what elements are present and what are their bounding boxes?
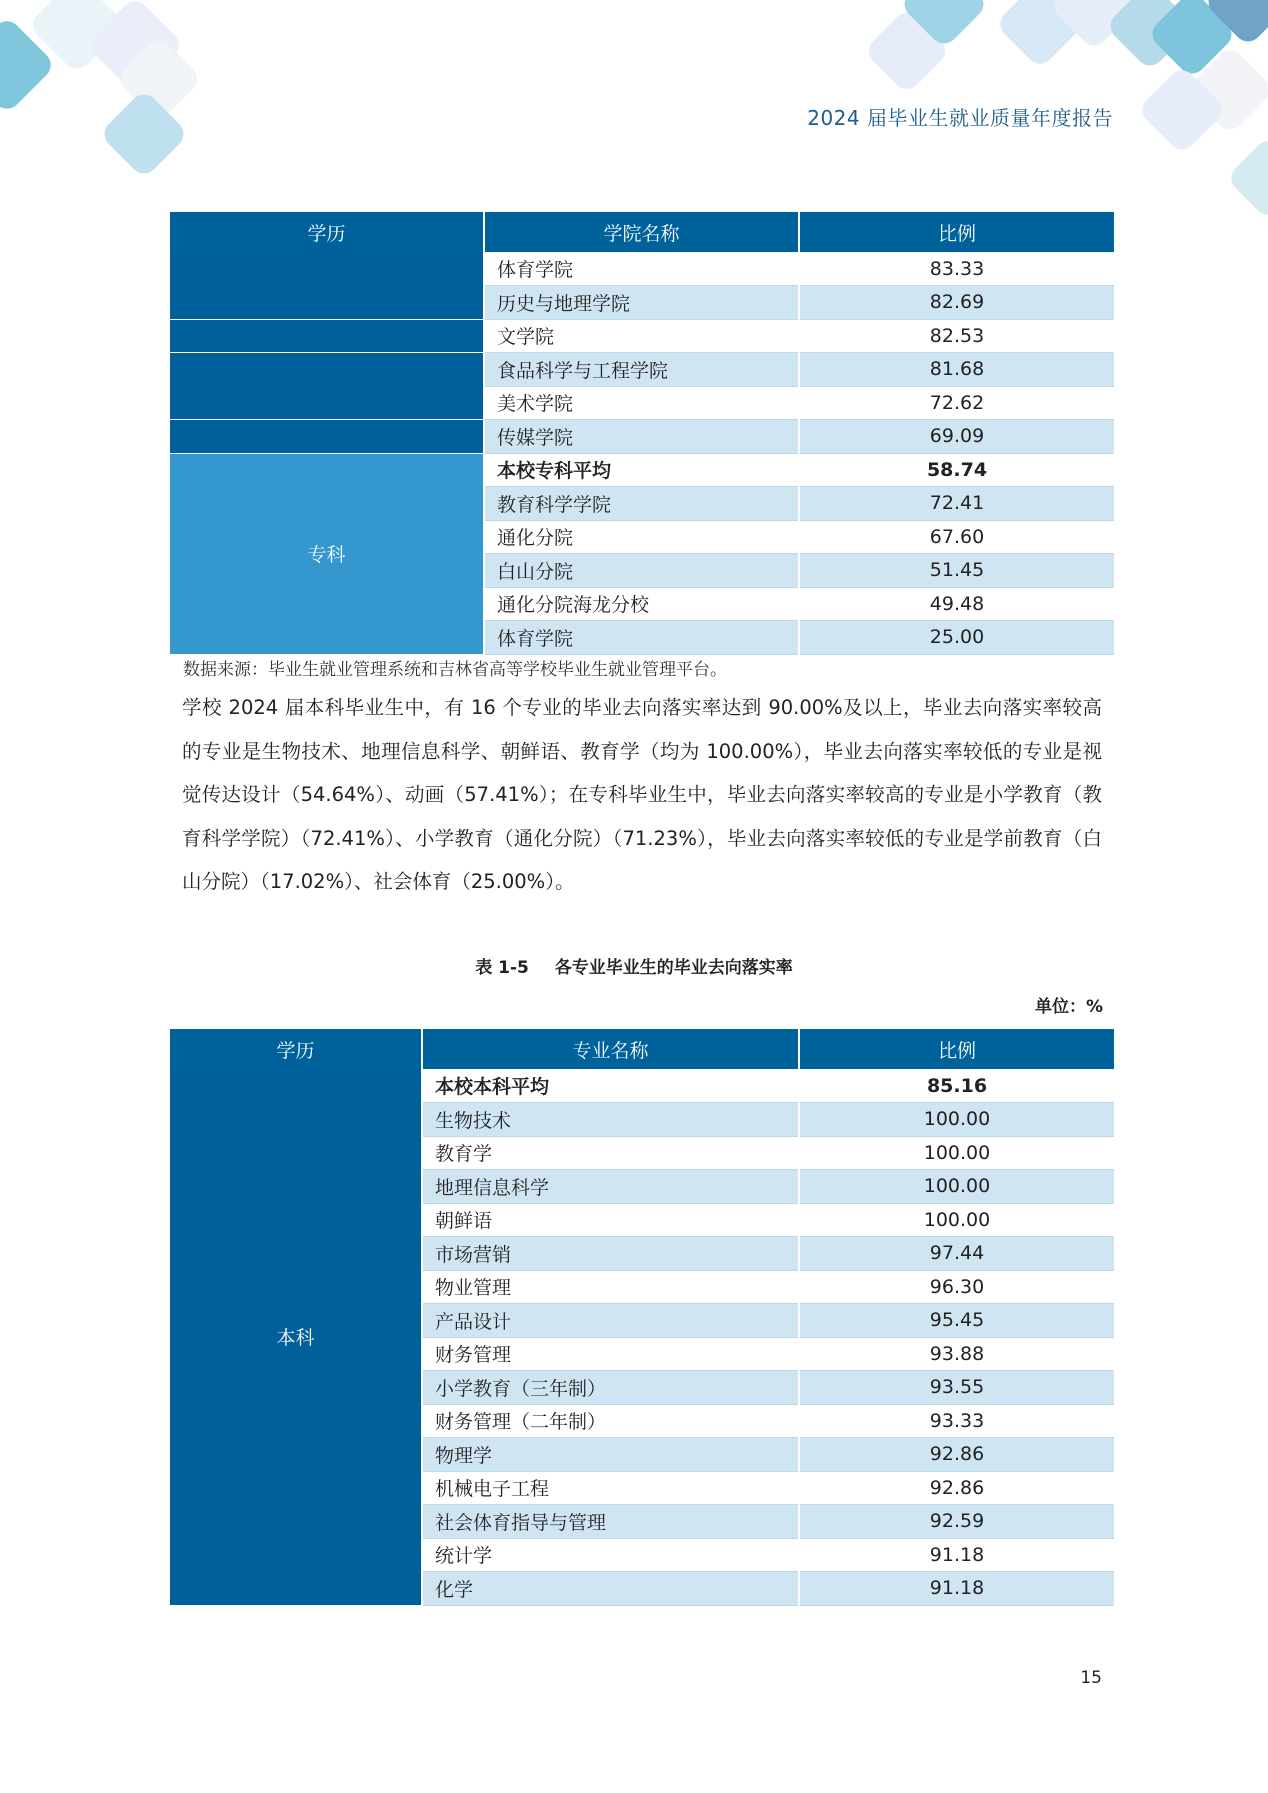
major-name-cell: 统计学 [422, 1538, 799, 1572]
ratio-value-cell: 67.60 [799, 520, 1114, 554]
ratio-value-cell: 92.59 [799, 1505, 1114, 1539]
ratio-value-cell: 95.45 [799, 1304, 1114, 1338]
education-group-cell [170, 319, 484, 353]
major-name-cell: 产品设计 [422, 1304, 799, 1338]
ratio-value-cell: 93.88 [799, 1337, 1114, 1371]
ratio-value-cell: 96.30 [799, 1270, 1114, 1304]
major-name-cell: 物业管理 [422, 1270, 799, 1304]
ratio-value-cell: 100.00 [799, 1136, 1114, 1170]
major-name-cell: 地理信息科学 [422, 1170, 799, 1204]
table-caption-title: 各专业毕业生的毕业去向落实率 [554, 958, 793, 978]
major-name-cell: 物理学 [422, 1438, 799, 1472]
college-rate-table [170, 212, 1114, 655]
major-rate-table [170, 1029, 1114, 1606]
ratio-value-cell: 72.41 [799, 487, 1114, 521]
ratio-value-cell: 85.16 [799, 1069, 1114, 1103]
ratio-value-cell: 93.33 [799, 1404, 1114, 1438]
college-name-cell: 历史与地理学院 [484, 286, 799, 320]
college-name-cell: 美术学院 [484, 386, 799, 420]
ratio-value-cell: 97.44 [799, 1237, 1114, 1271]
major-name-cell: 小学教育（三年制） [422, 1371, 799, 1405]
decorative-square-shape [1226, 136, 1268, 221]
ratio-value-cell: 82.53 [799, 319, 1114, 353]
ratio-value-cell: 92.86 [799, 1471, 1114, 1505]
college-name-cell: 传媒学院 [484, 420, 799, 454]
ratio-value-cell: 91.18 [799, 1572, 1114, 1606]
major-name-cell: 社会体育指导与管理 [422, 1505, 799, 1539]
ratio-value-cell: 72.62 [799, 386, 1114, 420]
column-header-college: 学院名称 [484, 212, 799, 252]
column-header-ratio: 比例 [799, 1029, 1114, 1069]
table-row [170, 420, 1114, 454]
table-row [170, 453, 1114, 487]
ratio-value-cell: 92.86 [799, 1438, 1114, 1472]
table-header-row [170, 1029, 1114, 1069]
ratio-value-cell: 49.48 [799, 587, 1114, 621]
data-source-note: 数据来源：毕业生就业管理系统和吉林省高等学校毕业生就业管理平台。 [183, 660, 727, 680]
college-name-cell: 通化分院海龙分校 [484, 587, 799, 621]
table-row [170, 319, 1114, 353]
table-header-row [170, 212, 1114, 252]
ratio-value-cell: 91.18 [799, 1538, 1114, 1572]
education-group-cell [170, 252, 484, 319]
ratio-value-cell: 25.00 [799, 621, 1114, 655]
table-caption-number: 表 1-5 [475, 958, 529, 978]
education-group-cell [170, 420, 484, 454]
ratio-value-cell: 58.74 [799, 453, 1114, 487]
major-name-cell: 市场营销 [422, 1237, 799, 1271]
unit-label: 单位：% [1034, 997, 1103, 1017]
college-name-cell: 本校专科平均 [484, 453, 799, 487]
table-caption [0, 953, 1268, 978]
table-row [170, 353, 1114, 387]
major-name-cell: 教育学 [422, 1136, 799, 1170]
college-name-cell: 食品科学与工程学院 [484, 353, 799, 387]
education-group-cell: 本科 [170, 1069, 422, 1605]
ratio-value-cell: 81.68 [799, 353, 1114, 387]
college-name-cell: 白山分院 [484, 554, 799, 588]
college-name-cell: 教育科学学院 [484, 487, 799, 521]
ratio-value-cell: 100.00 [799, 1103, 1114, 1137]
major-name-cell: 机械电子工程 [422, 1471, 799, 1505]
major-name-cell: 化学 [422, 1572, 799, 1606]
ratio-value-cell: 83.33 [799, 252, 1114, 286]
education-group-cell [170, 353, 484, 420]
column-header-education: 学历 [170, 1029, 422, 1069]
college-name-cell: 体育学院 [484, 252, 799, 286]
body-paragraph: 学校 2024 届本科毕业生中，有 16 个专业的毕业去向落实率达到 90.00%及以上，毕业去向落实率较高的专业是生物技术、地理信息科学、朝鲜语、教育学（均为 100.00%），毕业去向落实率较低的专业是视觉传达设计（54.64%）、动画（57.41%）；在专科毕业生中，毕业去向落实率较高的专业是小学教育（教育科学学院）（72.41%）、小学教育（通化分院）（71.23%），毕业去向落实率较低的专业是学前教育（白山分院）（17.02%）、社会体育（25.00%）。 [182, 696, 1102, 893]
college-name-cell: 文学院 [484, 319, 799, 353]
table-row [170, 252, 1114, 286]
ratio-value-cell: 69.09 [799, 420, 1114, 454]
page-number: 15 [1080, 1668, 1102, 1688]
college-name-cell: 体育学院 [484, 621, 799, 655]
report-header-title: 2024 届毕业生就业质量年度报告 [807, 106, 1113, 130]
major-name-cell: 财务管理 [422, 1337, 799, 1371]
major-name-cell: 本校本科平均 [422, 1069, 799, 1103]
ratio-value-cell: 82.69 [799, 286, 1114, 320]
ratio-value-cell: 100.00 [799, 1170, 1114, 1204]
ratio-value-cell: 100.00 [799, 1203, 1114, 1237]
ratio-value-cell: 93.55 [799, 1371, 1114, 1405]
major-name-cell: 朝鲜语 [422, 1203, 799, 1237]
table-row [170, 1069, 1114, 1103]
major-name-cell: 生物技术 [422, 1103, 799, 1137]
major-name-cell: 财务管理（二年制） [422, 1404, 799, 1438]
college-name-cell: 通化分院 [484, 520, 799, 554]
column-header-ratio: 比例 [799, 212, 1114, 252]
column-header-education: 学历 [170, 212, 484, 252]
ratio-value-cell: 51.45 [799, 554, 1114, 588]
column-header-major: 专业名称 [422, 1029, 799, 1069]
education-group-cell: 专科 [170, 453, 484, 654]
